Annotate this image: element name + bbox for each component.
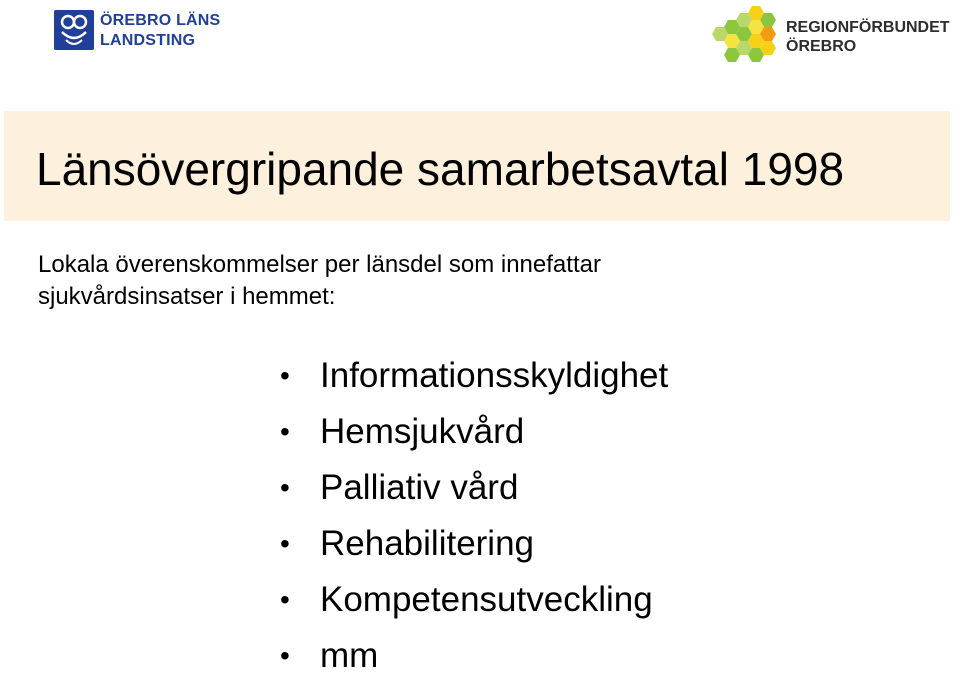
bullet-text: Informationsskyldighet — [320, 356, 669, 395]
bullet-icon: • — [280, 640, 290, 671]
logo-line-1: ÖREBRO LÄNS — [100, 12, 221, 29]
bullet-icon: • — [280, 528, 290, 559]
bullet-text: Palliativ vård — [320, 468, 519, 507]
regionforbundet-orebro-logo — [706, 4, 960, 68]
intro-line-1: Lokala överenskommelser per länsdel som innefattar — [38, 251, 601, 278]
bullet-icon: • — [280, 416, 290, 447]
orebro-lans-landsting-emblem-icon — [54, 10, 94, 50]
bullet-text: Rehabilitering — [320, 524, 535, 563]
bullet-icon: • — [280, 472, 290, 503]
bullet-icon: • — [280, 584, 290, 615]
slide-title: Länsövergripande samarbetsavtal 1998 — [36, 143, 845, 195]
honeycomb-logo-icon — [706, 4, 784, 68]
logo-line-2: LANDSTING — [100, 32, 196, 49]
intro-text — [38, 249, 898, 313]
logo-line-1: REGIONFÖRBUNDET — [786, 19, 950, 36]
bullet-text: Kompetensutveckling — [320, 580, 653, 619]
bullet-text: mm — [320, 636, 379, 675]
bullet-icon: • — [280, 360, 290, 391]
intro-line-2: sjukvårdsinsatser i hemmet: — [38, 283, 336, 310]
bullet-text: Hemsjukvård — [320, 412, 525, 451]
logo-line-2: ÖREBRO — [786, 38, 857, 55]
orebro-lans-landsting-logo — [54, 10, 234, 56]
